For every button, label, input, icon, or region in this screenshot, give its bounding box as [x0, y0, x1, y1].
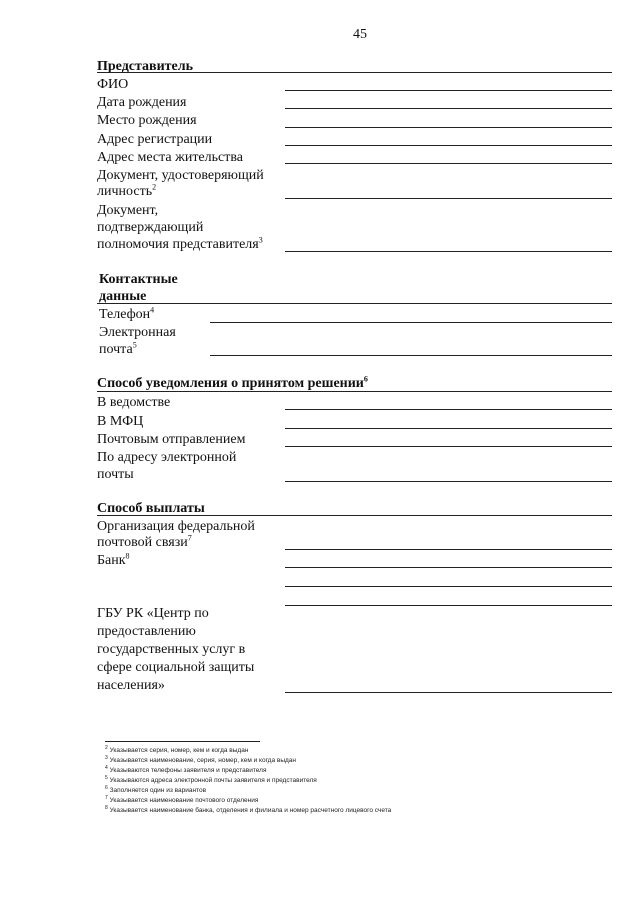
notify-email-option-line1: По адресу электронной: [97, 450, 237, 465]
id-doc-footnote-ref: 2: [152, 182, 157, 192]
authority-doc-label-line2: подтверждающий: [97, 220, 204, 235]
notify-post-option: Почтовым отправлением: [97, 432, 246, 447]
payment-bank-field[interactable]: [285, 567, 612, 568]
payment-post-option-line1: Организация федеральной: [97, 519, 255, 534]
institution-line4: сфере социальной защиты: [97, 660, 255, 675]
authority-doc-label-line1: Документ,: [97, 203, 159, 218]
footnote-5: $^5$ Указываются адреса электронной почты заявителя и представителя: [105, 774, 317, 784]
id-doc-field[interactable]: [285, 198, 612, 199]
residence-address-label: Адрес места жительства: [97, 150, 243, 165]
notify-dept-option: В ведомстве: [97, 395, 171, 410]
footnote-2: $^2$ Указывается серия, номер, кем и когда выдан: [105, 744, 249, 754]
institution-line1: ГБУ РК «Центр по: [97, 606, 209, 621]
email-label-line1: Электронная: [99, 325, 176, 340]
notification-heading-rule: [97, 391, 612, 392]
payment-bank-option: Банк$^8$: [97, 551, 130, 568]
residence-address-field[interactable]: [285, 163, 612, 164]
birth-place-label: Место рождения: [97, 113, 197, 128]
footnote-7: $^7$ Указывается наименование почтового отделения: [105, 794, 259, 804]
contacts-heading-line1: Контактные: [99, 272, 178, 287]
authority-doc-label-line3: полномочия представителя$^3$: [97, 235, 263, 252]
email-label-line2: почта$^5$: [99, 340, 137, 357]
fio-label: ФИО: [97, 77, 129, 92]
authority-doc-field[interactable]: [285, 251, 612, 252]
reg-address-label: Адрес регистрации: [97, 132, 213, 147]
notify-email-option-line2: почты: [97, 467, 134, 482]
payment-bank-footnote-ref: 8: [125, 551, 130, 561]
fio-field[interactable]: [285, 90, 612, 91]
payment-post-field[interactable]: [285, 549, 612, 550]
email-footnote-ref: 5: [132, 340, 137, 350]
notification-heading: Способ уведомления о принятом решении$^6$: [97, 374, 368, 391]
birth-place-field[interactable]: [285, 127, 612, 128]
phone-field[interactable]: [210, 322, 612, 323]
id-doc-label-line2: личность$^2$: [97, 182, 157, 199]
contacts-heading-rule: [97, 303, 612, 304]
authority-doc-footnote-ref: 3: [258, 235, 263, 245]
email-field[interactable]: [210, 355, 612, 356]
notify-post-field[interactable]: [285, 446, 612, 447]
footnote-8: $^8$ Указывается наименование банка, отделения и филиала и номер расчетного лицевого счета: [105, 804, 392, 814]
birth-date-field[interactable]: [285, 108, 612, 109]
payment-post-option-line2: почтовой связи$^7$: [97, 533, 192, 550]
phone-footnote-ref: 4: [150, 305, 155, 315]
representative-heading-rule: [97, 72, 612, 73]
notify-mfc-field[interactable]: [285, 428, 612, 429]
payment-post-footnote-ref: 7: [187, 533, 192, 543]
page-number: 45: [353, 27, 367, 42]
institution-line2: предоставлению: [97, 624, 196, 639]
payment-heading: Способ выплаты: [97, 501, 205, 516]
notify-mfc-option: В МФЦ: [97, 414, 144, 429]
footnote-6: $^6$ Заполняется один из вариантов: [105, 784, 207, 794]
institution-line3: государственных услуг в: [97, 642, 246, 657]
payment-heading-rule: [97, 515, 612, 516]
representative-heading: Представитель: [97, 59, 194, 74]
reg-address-field[interactable]: [285, 145, 612, 146]
notify-dept-field[interactable]: [285, 409, 612, 410]
contacts-heading-line2: данные: [99, 289, 147, 304]
footnote-4: $^4$ Указываются телефоны заявителя и представителя: [105, 764, 267, 774]
institution-signature-field[interactable]: [285, 692, 612, 693]
birth-date-label: Дата рождения: [97, 95, 187, 110]
id-doc-label-line1: Документ, удостоверяющий: [97, 168, 264, 183]
footnote-3: $^3$ Указывается наименование, серия, номер, кем и когда выдан: [105, 754, 296, 764]
payment-bank-field-3[interactable]: [285, 605, 612, 606]
notification-footnote-ref: 6: [363, 374, 368, 384]
institution-line5: населения»: [97, 678, 165, 693]
payment-bank-field-2[interactable]: [285, 586, 612, 587]
phone-label: Телефон$^4$: [99, 305, 155, 322]
notify-email-field[interactable]: [285, 481, 612, 482]
footnote-separator: [105, 741, 260, 742]
